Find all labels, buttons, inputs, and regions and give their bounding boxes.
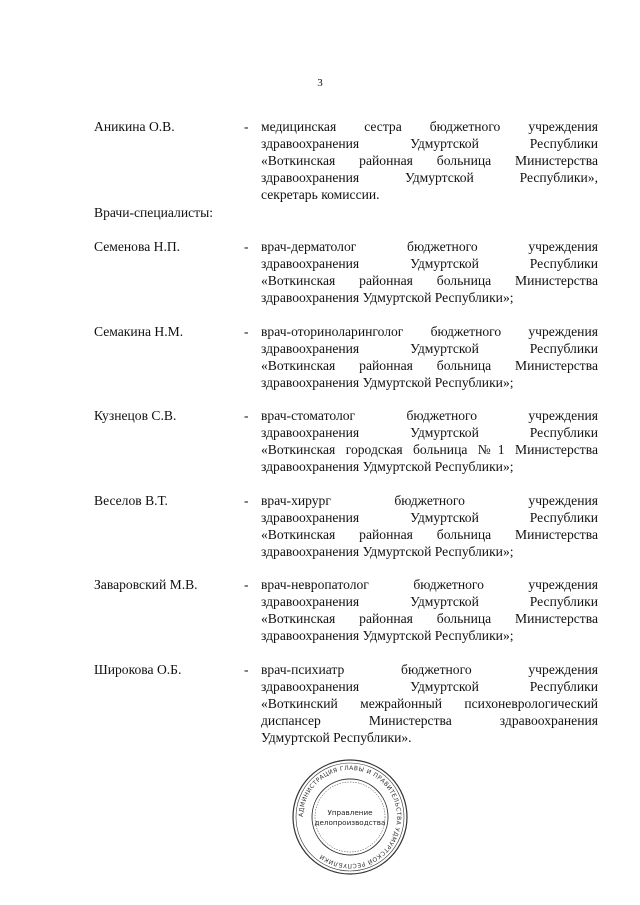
description-line: здравоохранения Удмуртской Республики»; bbox=[261, 459, 514, 474]
member-description bbox=[261, 238, 598, 306]
member-name: Широкова О.Б. bbox=[94, 662, 182, 677]
description-line: здравоохранения Удмуртской Республики bbox=[261, 510, 598, 525]
description-line: секретарь комиссии. bbox=[261, 187, 380, 202]
description-line: диспансер Министерства здравоохранения bbox=[261, 713, 598, 728]
description-line: «Воткинская районная больница Министерства bbox=[261, 153, 598, 168]
member-description bbox=[261, 661, 598, 746]
dash: - bbox=[244, 577, 249, 592]
dash: - bbox=[244, 408, 249, 423]
dash: - bbox=[244, 493, 249, 508]
member-description bbox=[261, 323, 598, 391]
dash: - bbox=[244, 119, 249, 134]
description-line: здравоохранения Удмуртской Республики bbox=[261, 136, 598, 151]
description-line: Удмуртской Республики». bbox=[261, 730, 412, 745]
description-line: врач-психиатр бюджетного учреждения bbox=[261, 662, 598, 677]
description-line: «Воткинская районная больница Министерства bbox=[261, 611, 598, 626]
description-line: здравоохранения Удмуртской Республики bbox=[261, 425, 598, 440]
dash: - bbox=[244, 662, 249, 677]
description-line: здравоохранения Удмуртской Республики»; bbox=[261, 628, 514, 643]
description-line: здравоохранения Удмуртской Республики bbox=[261, 256, 598, 271]
description-line: «Воткинская городская больница №1 Министерства bbox=[261, 442, 598, 457]
dash: - bbox=[244, 324, 249, 339]
member-description bbox=[261, 407, 598, 475]
description-line: «Воткинская районная больница Министерства bbox=[261, 273, 598, 288]
description-line: врач-невропатолог бюджетного учреждения bbox=[261, 577, 598, 592]
member-name: Веселов В.Т. bbox=[94, 493, 168, 508]
stamp-text-line1: Управление bbox=[327, 808, 373, 817]
description-line: врач-дерматолог бюджетного учреждения bbox=[261, 239, 598, 254]
description-line: здравоохранения Удмуртской Республики», bbox=[261, 170, 598, 185]
dash: - bbox=[244, 239, 249, 254]
department-stamp bbox=[290, 757, 410, 877]
specialists-heading: Врачи-специалисты: bbox=[94, 205, 213, 220]
page-number: 3 bbox=[317, 77, 323, 89]
member-description bbox=[261, 118, 598, 203]
description-line: врач-оториноларинголог бюджетного учреждения bbox=[261, 324, 598, 339]
member-name: Заваровский М.В. bbox=[94, 577, 198, 592]
description-line: здравоохранения Удмуртской Республики bbox=[261, 679, 598, 694]
description-line: здравоохранения Удмуртской Республики»; bbox=[261, 290, 514, 305]
member-name: Семакина Н.М. bbox=[94, 324, 184, 339]
description-line: здравоохранения Удмуртской Республики bbox=[261, 341, 598, 356]
stamp-text-line2: делопроизводства bbox=[314, 818, 386, 827]
member-name: Кузнецов С.В. bbox=[94, 408, 177, 423]
member-description bbox=[261, 492, 598, 560]
description-line: здравоохранения Удмуртской Республики»; bbox=[261, 375, 514, 390]
description-line: здравоохранения Удмуртской Республики»; bbox=[261, 544, 514, 559]
description-line: медицинская сестра бюджетного учреждения bbox=[261, 119, 598, 134]
description-line: врач-хирург бюджетного учреждения bbox=[261, 493, 598, 508]
member-description bbox=[261, 576, 598, 644]
member-name: Аникина О.В. bbox=[94, 119, 175, 134]
description-line: «Воткинская районная больница Министерства bbox=[261, 358, 598, 373]
member-name: Семенова Н.П. bbox=[94, 239, 181, 254]
description-line: врач-стоматолог бюджетного учреждения bbox=[261, 408, 598, 423]
description-line: «Воткинская районная больница Министерства bbox=[261, 527, 598, 542]
description-line: «Воткинский межрайонный психоневрологический bbox=[261, 696, 598, 711]
description-line: здравоохранения Удмуртской Республики bbox=[261, 594, 598, 609]
stamp-ring-text: АДМИНИСТРАЦИЯ ГЛАВЫ И ПРАВИТЕЛЬСТВА УДМУРТСКОЙ РЕСПУБЛИКИ bbox=[297, 764, 403, 870]
